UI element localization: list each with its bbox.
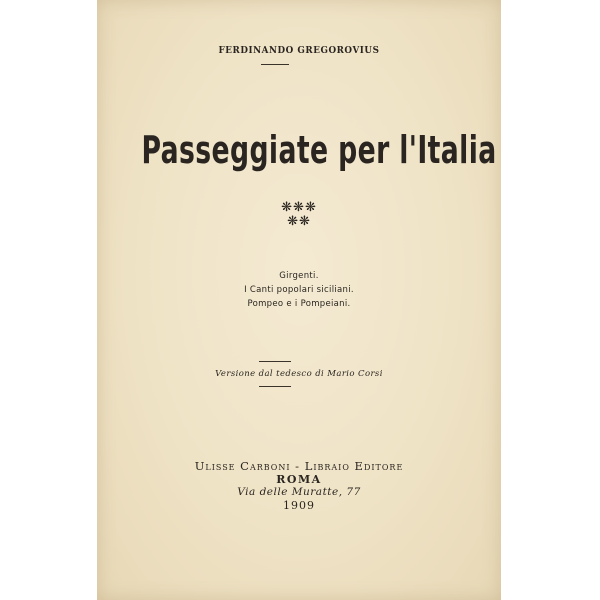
publisher-city: ROMA xyxy=(276,473,322,486)
ornament-stars xyxy=(97,201,501,229)
author-rule xyxy=(261,64,289,65)
author-name: FERDINANDO GREGOROVIUS xyxy=(218,45,380,56)
book-title: Passeggiate per l'Italia xyxy=(141,128,497,172)
publisher-address: Via delle Muratte, 77 xyxy=(237,486,361,498)
publication-year: 1909 xyxy=(283,499,315,512)
contents-item: I Canti popolari siciliani. xyxy=(244,285,354,295)
translator-credit: Versione dal tedesco di Mario Corsi xyxy=(215,369,383,379)
translator-rule-top xyxy=(259,361,291,362)
contents-item: Pompeo e i Pompeiani. xyxy=(247,299,351,309)
ornament-row-top: ❋❋❋ xyxy=(281,200,317,215)
translator-rule-bottom xyxy=(259,386,291,387)
book-title-page xyxy=(97,0,501,600)
publisher-name: Ulisse Carboni - Libraio Editore xyxy=(194,459,404,473)
ornament-row-bottom: ❋❋ xyxy=(287,214,311,229)
contents-item: Girgenti. xyxy=(279,271,319,281)
contents-list xyxy=(97,269,501,311)
